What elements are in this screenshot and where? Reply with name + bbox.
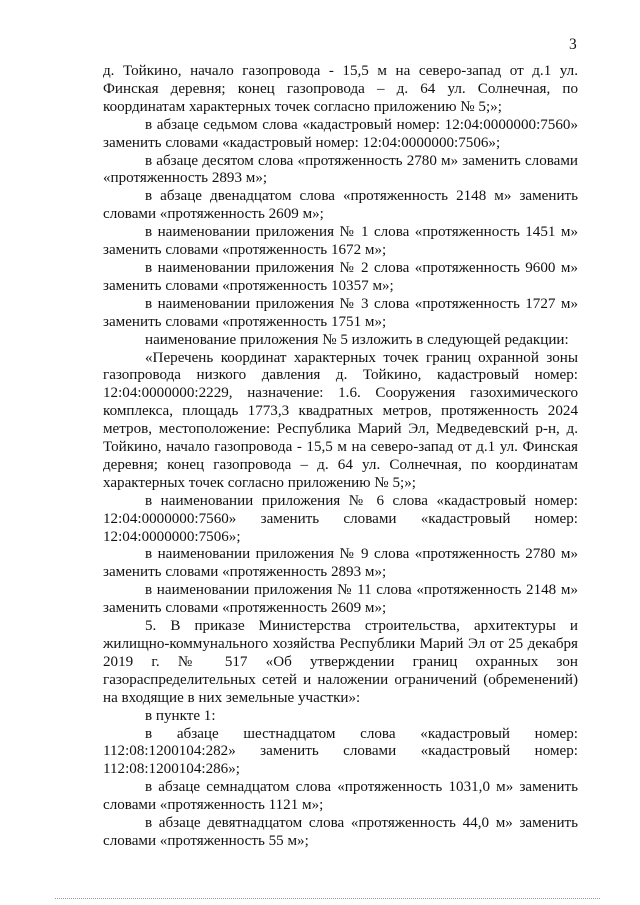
paragraph: в абзаце седьмом слова «кадастровый номер: 12:04:0000000:7560» заменить словами «кадастровый номер: 12:04:0000000:7506»; <box>103 116 578 151</box>
paragraph: в пункте 1: <box>145 707 216 724</box>
paragraph: в абзаце девятнадцатом слова «протяженность 44,0 м» заменить словами «протяженность 55 м»; <box>103 815 578 849</box>
paragraph: в абзаце семнадцатом слова «протяженность 1031,0 м» заменить словами «протяженность 1121 м»; <box>103 779 578 814</box>
paragraph: д. Тойкино, начало газопровода - 15,5 м на северо-запад от д.1 ул. Финская деревня; конец газопровода – д. 64 ул. Солнечная, по координатам характерных точек согласно приложению № 5;»; <box>103 63 578 115</box>
footer-divider <box>55 898 600 899</box>
paragraph: в наименовании приложения № 1 слова «протяженность 1451 м» заменить словами «протяженность 1672 м»; <box>103 224 578 259</box>
page-number: 3 <box>569 36 577 53</box>
paragraph: в абзаце десятом слова «протяженность 2780 м» заменить словами «протяженность 2893 м»; <box>103 152 578 187</box>
document-body <box>103 63 578 851</box>
paragraph: в наименовании приложения № 3 слова «протяженность 1727 м» заменить словами «протяженность 1751 м»; <box>103 295 578 330</box>
paragraph: 5. В приказе Министерства строительства, архитектуры и жилищно-коммунального хозяйства Республики Марий Эл от 25 декабря 2019 г. № 517 «Об утверждении границ охранных зон газораспределительных сетей и наложении ограничений (обременений) на входящие в них земельные участки»: <box>103 618 578 706</box>
paragraph: «Перечень координат характерных точек границ охранной зоны газопровода низкого давления д. Тойкино, кадастровый номер: 12:04:0000000:2229, назначение: 1.6. Сооружения газохимического комплекса, площадь 1773,3 квадратных метров, протяженность 2024 метров, местоположение: Республика Марий Эл, Медведевский р-н, д. Тойкино, начало газопровода - 15,5 м на северо-запад от д.1 ул. Финская деревня; конец газопровода – д. 64 ул. Солнечная, по координатам характерных точек согласно приложению № 5;»; <box>103 349 578 491</box>
paragraph: в наименовании приложения № 2 слова «протяженность 9600 м» заменить словами «протяженность 10357 м»; <box>103 259 578 294</box>
paragraph: в абзаце шестнадцатом слова «кадастровый номер: 112:08:1200104:282» заменить словами «кадастровый номер: 112:08:1200104:286»; <box>103 725 578 778</box>
paragraph: в наименовании приложения № 6 слова «кадастровый номер: 12:04:0000000:7560» заменить словами «кадастровый номер: 12:04:0000000:7506»; <box>103 492 578 545</box>
paragraph: в наименовании приложения № 9 слова «протяженность 2780 м» заменить словами «протяженность 2893 м»; <box>103 546 578 581</box>
paragraph: наименование приложения № 5 изложить в следующей редакции: <box>145 331 569 348</box>
paragraph: в абзаце двенадцатом слова «протяженность 2148 м» заменить словами «протяженность 2609 м»; <box>103 188 578 223</box>
paragraph: в наименовании приложения № 11 слова «протяженность 2148 м» заменить словами «протяженность 2609 м»; <box>103 582 578 617</box>
